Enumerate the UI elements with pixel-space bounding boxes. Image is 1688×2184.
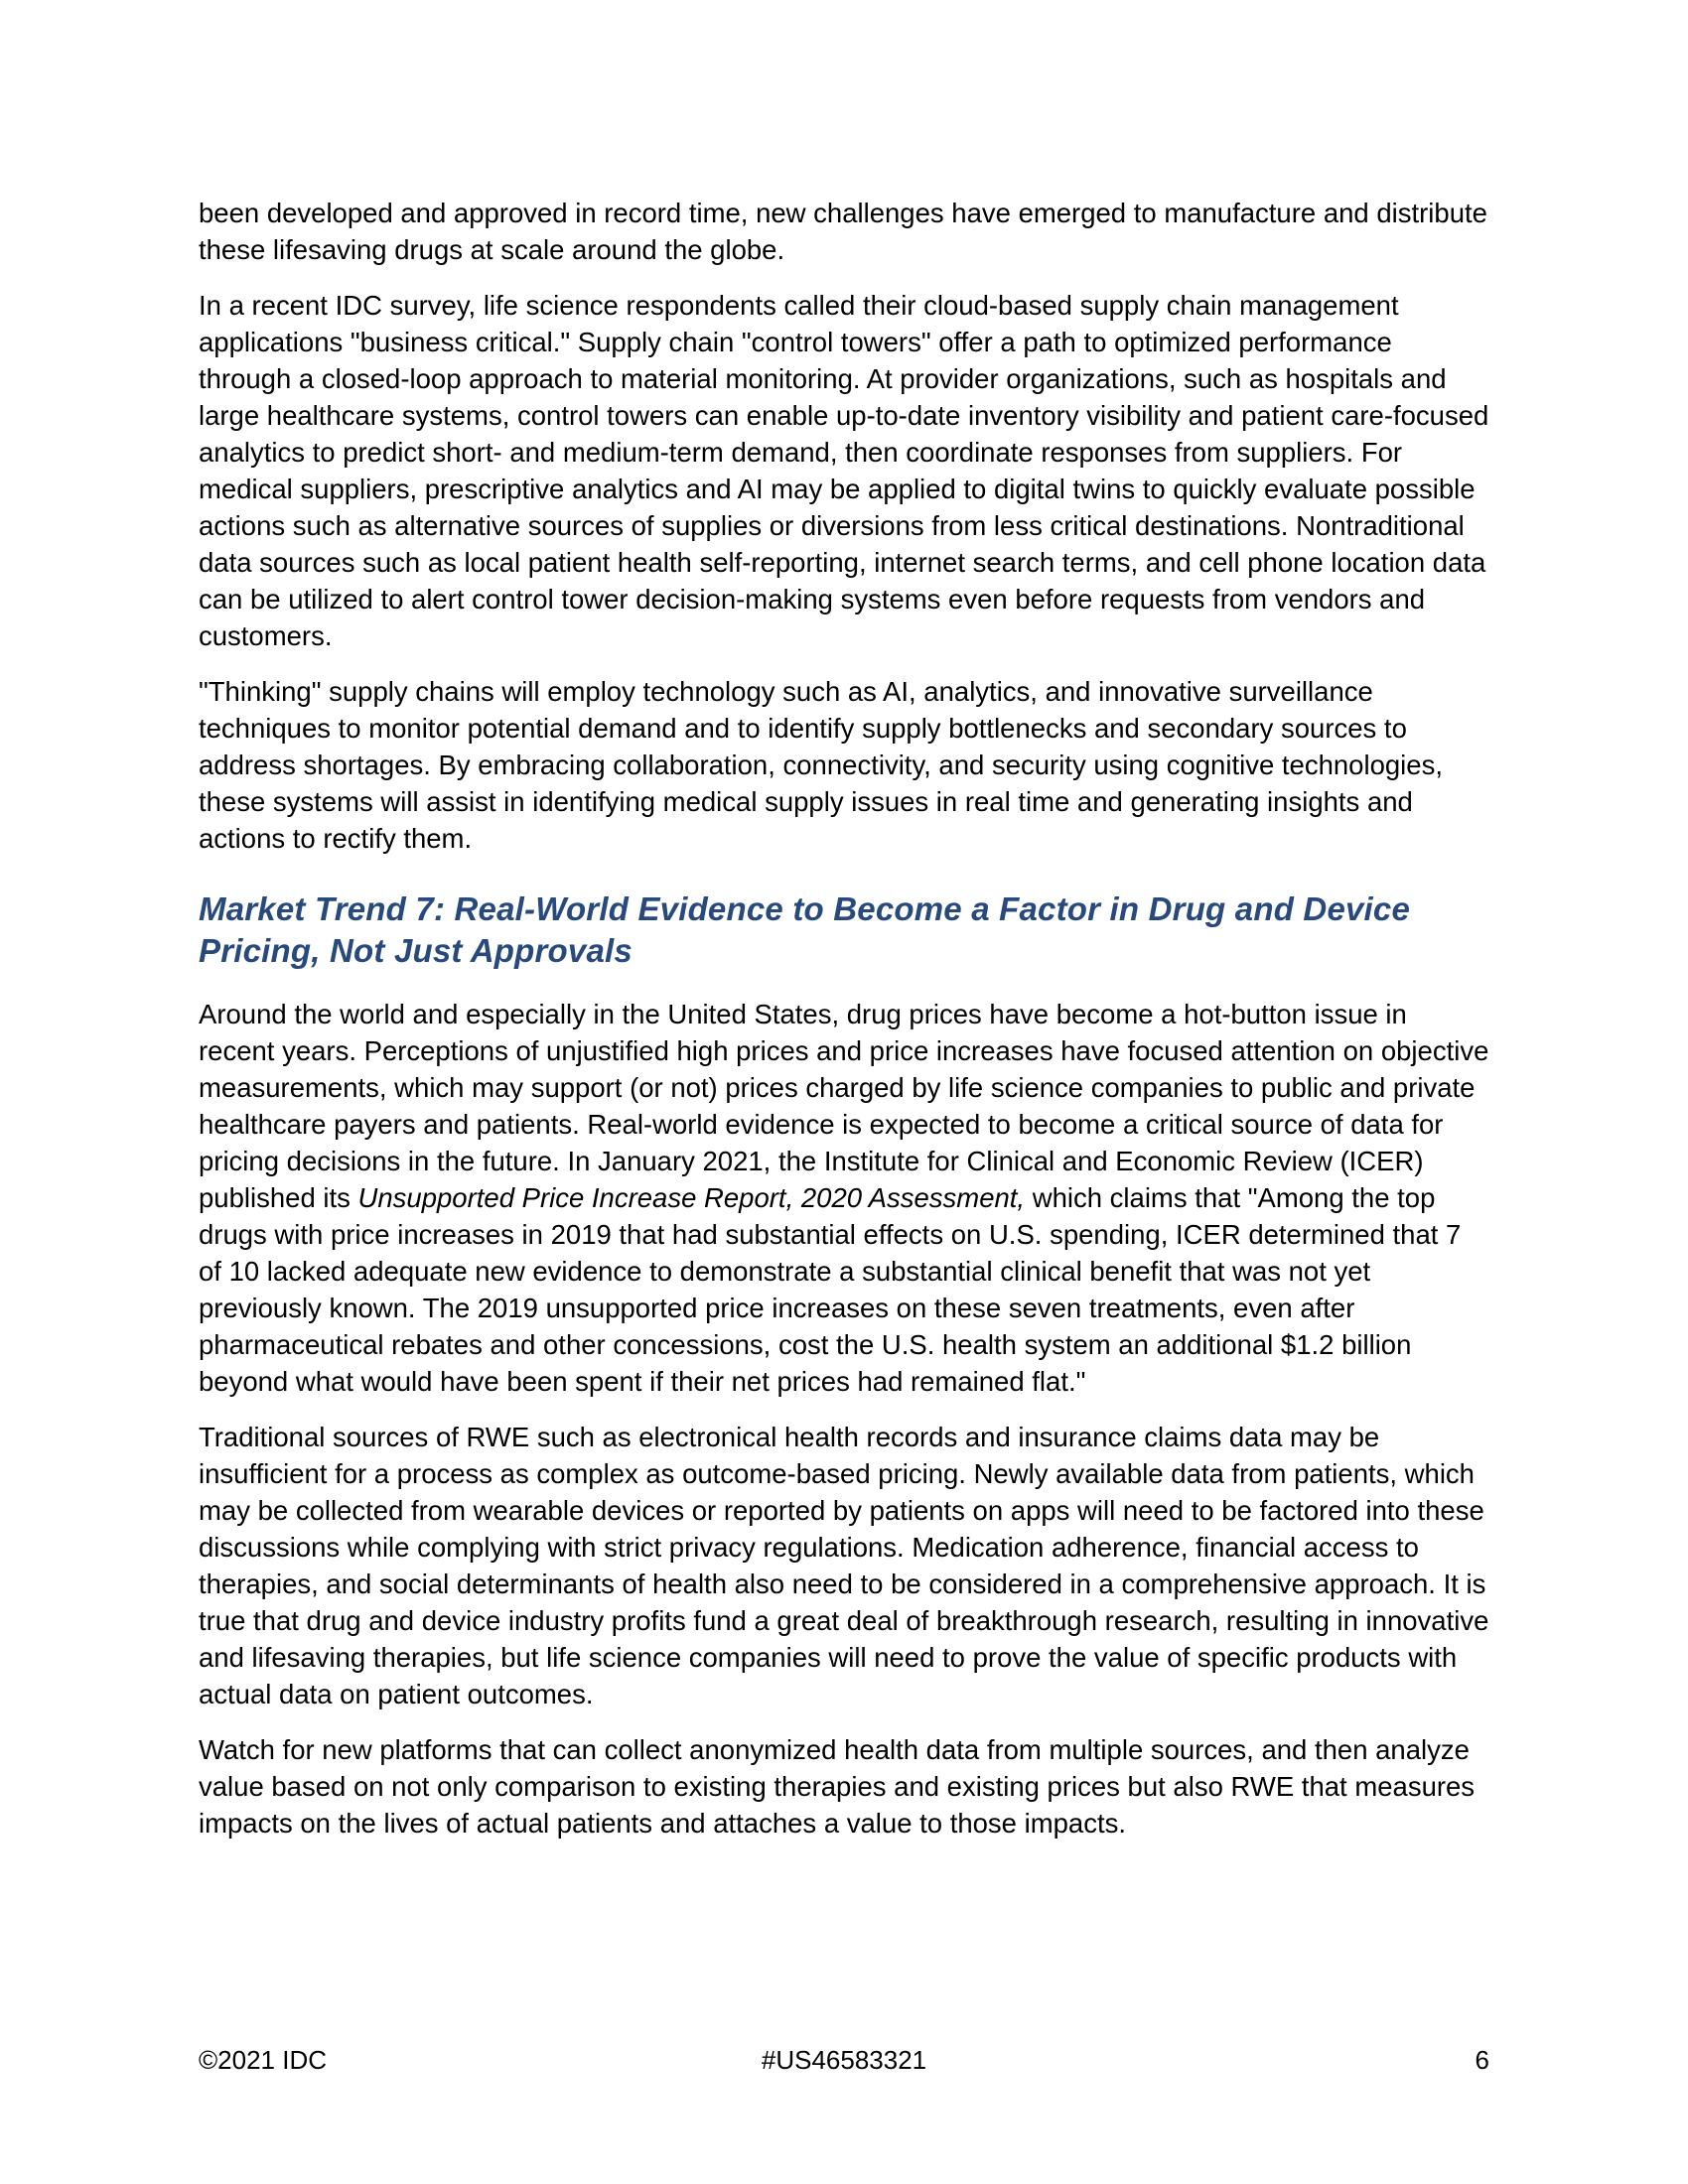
footer-document-id: #US46583321	[761, 2045, 927, 2075]
page-footer	[199, 2043, 1489, 2083]
body-paragraph-3: "Thinking" supply chains will employ technology such as AI, analytics, and innovative surveillance techniques to monitor potential demand and to identify supply bottlenecks and secondary sources to address shortages. By embracing collaboration, connectivity, and security using cognitive technologies, these systems will assist in identifying medical supply issues in real time and generating insights and actions to rectify them.	[199, 676, 1443, 854]
report-title-citation: Unsupported Price Increase Report, 2020 Assessment,	[357, 1182, 1026, 1213]
body-paragraph-1: been developed and approved in record time, new challenges have emerged to manufacture and distribute these lifesaving drugs at scale around the globe.	[199, 198, 1487, 265]
paragraph-4-text-after-citation: which claims that "Among the top drugs with price increases in 2019 that had substantial effects on U.S. spending, ICER determined that 7 of 10 lacked adequate new evidence to demonstrate a substantial clinical benefit that was not yet previously known. The 2019 unsupported price increases on these seven treatments, even after pharmaceutical rebates and other concessions, cost the U.S. health system an additional $1.2 billion beyond what would have been spent if their net prices had remained flat."	[199, 1182, 1462, 1397]
body-paragraph-6: Watch for new platforms that can collect anonymized health data from multiple sources, and then analyze value based on not only comparison to existing therapies and existing prices but also RWE that measures impacts on the lives of actual patients and attaches a value to those impacts.	[199, 1734, 1476, 1839]
footer-page-number: 6	[1475, 2045, 1489, 2075]
paragraph-4-text-before-citation: Around the world and especially in the United States, drug prices have become a hot-button issue in recent years. Perceptions of unjustified high prices and price increases have focused attention on objective measurements, which may support (or not) prices charged by life science companies to public and private healthcare payers and patients. Real-world evidence is expected to become a critical source of data for pricing decisions in the future. In January 2021, the Institute for Clinical and Economic Review (ICER) published its	[199, 999, 1489, 1213]
body-paragraph-5: Traditional sources of RWE such as electronical health records and insurance claims data may be insufficient for a process as complex as outcome-based pricing. Newly available data from patients, which may be collected from wearable devices or reported by patients on apps will need to be factored into these discussions while complying with strict privacy regulations. Medication adherence, financial access to therapies, and social determinants of health also need to be considered in a comprehensive approach. It is true that drug and device industry profits fund a great deal of breakthrough research, resulting in innovative and lifesaving therapies, but life science companies will need to prove the value of specific products with actual data on patient outcomes.	[199, 1422, 1489, 1709]
body-paragraph-4	[199, 996, 1489, 1400]
footer-copyright: ©2021 IDC	[199, 2045, 327, 2075]
body-paragraph-2: In a recent IDC survey, life science respondents called their cloud-based supply chain management applications "business critical." Supply chain "control towers" offer a path to optimized performance through a closed-loop approach to material monitoring. At provider organizations, such as hospitals and large healthcare systems, control towers can enable up-to-date inventory visibility and patient care-focused analytics to predict short- and medium-term demand, then coordinate responses from suppliers. For medical suppliers, prescriptive analytics and AI may be applied to digital twins to quickly evaluate possible actions such as alternative sources of supplies or diversions from less critical destinations. Nontraditional data sources such as local patient health self-reporting, internet search terms, and cell phone location data can be utilized to alert control tower decision-making systems even before requests from vendors and customers.	[199, 290, 1489, 651]
page-content	[199, 195, 1489, 1860]
section-heading-market-trend-7: Market Trend 7: Real-World Evidence to Become a Factor in Drug and Device Pricing, Not Just Approvals	[199, 890, 1411, 969]
